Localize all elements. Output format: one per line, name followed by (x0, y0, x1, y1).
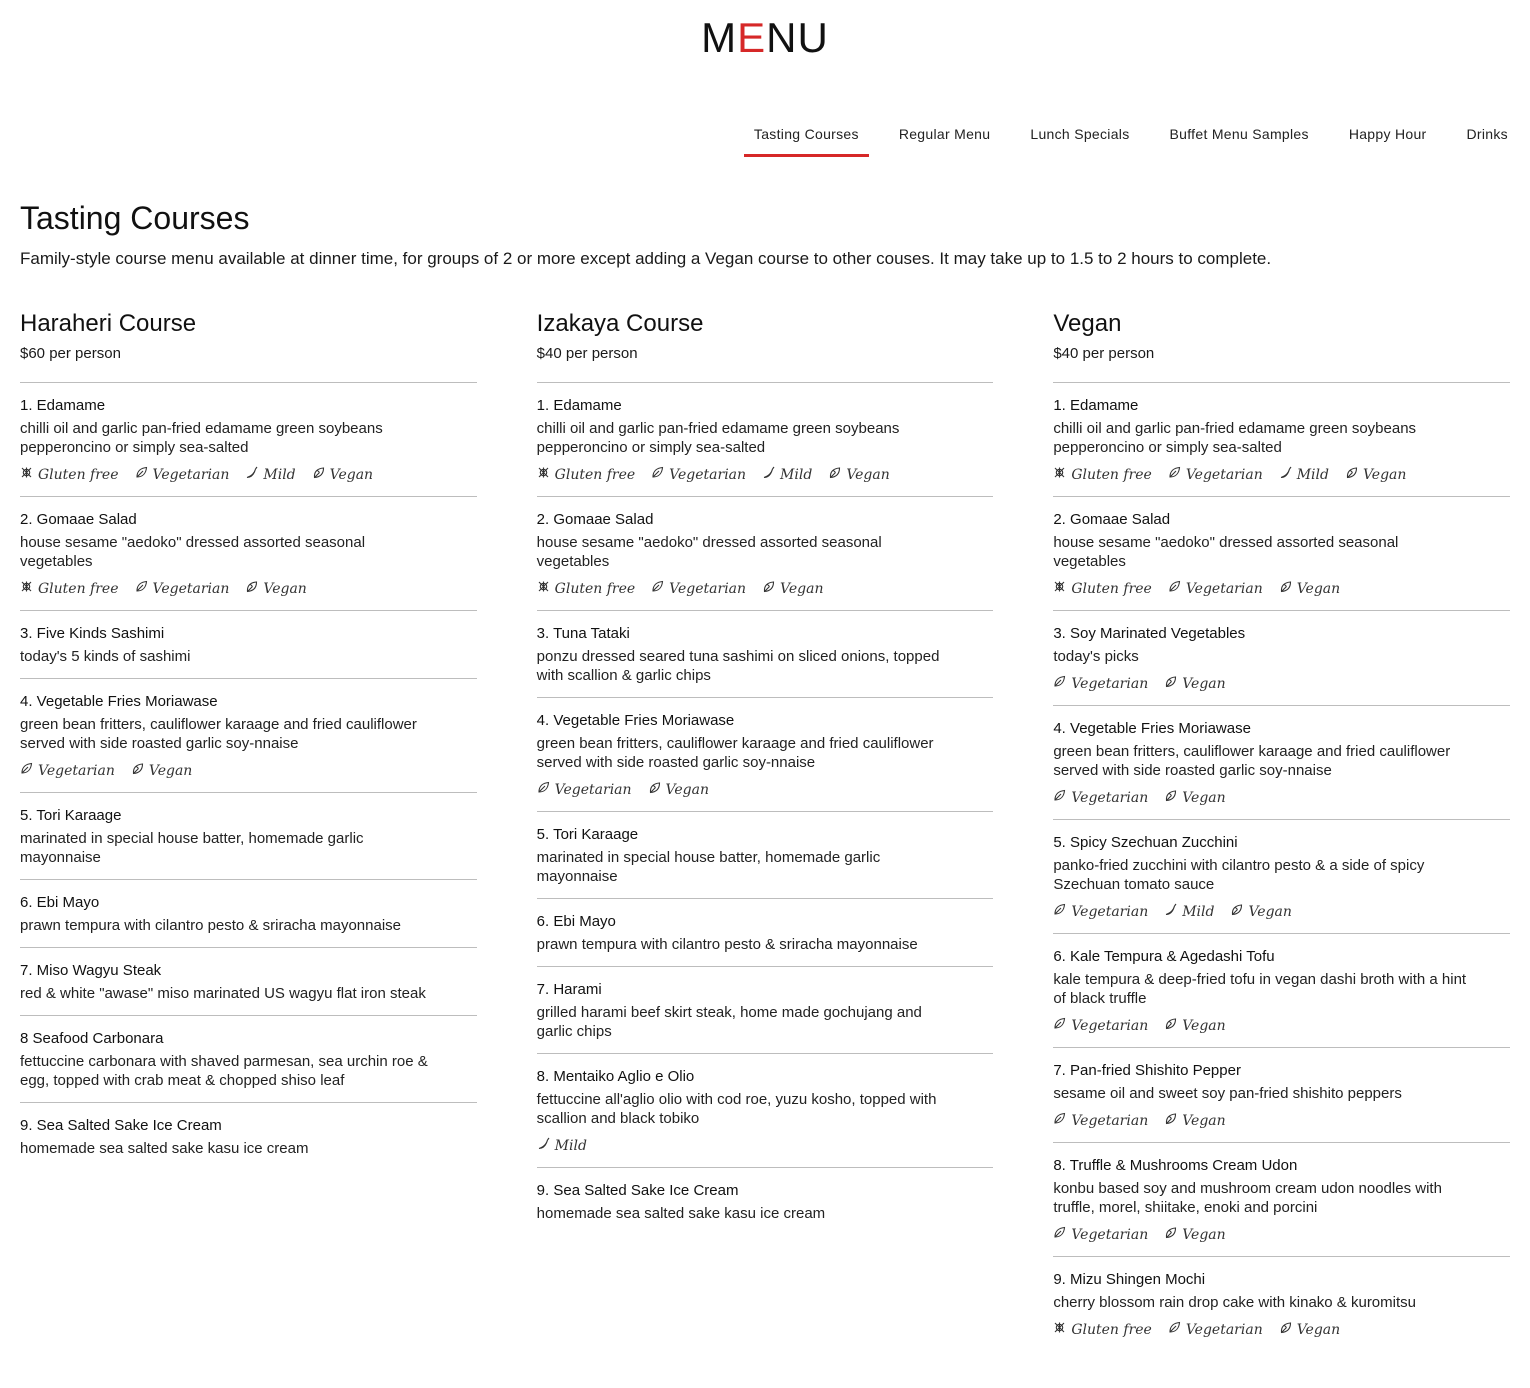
course-columns (20, 310, 1510, 1351)
diet-tag-mild (762, 466, 812, 484)
mild-icon (762, 466, 775, 484)
diet-tag-vegetarian (1053, 789, 1148, 807)
diet-tags (20, 762, 477, 780)
diet-tag-label: Gluten free (554, 581, 636, 597)
menu-item-description: green bean fritters, cauliflower karaage and fried cauliflower served with side roasted garlic soy-nnaise (1053, 743, 1451, 779)
menu-item-name: 2. Gomaae Salad (20, 511, 137, 528)
menu-item (537, 497, 994, 611)
diet-tag-label: Vegetarian (554, 782, 632, 798)
diet-tag-vegetarian (1168, 580, 1263, 598)
menu-item-name: 1. Edamame (20, 397, 106, 414)
vegetarian-icon (1168, 580, 1181, 598)
vegan-icon (1230, 903, 1243, 921)
menu-item-name: 9. Mizu Shingen Mochi (1053, 1271, 1206, 1288)
vegan-icon (1164, 1112, 1177, 1130)
diet-tag-label: Vegetarian (1071, 1113, 1149, 1129)
menu-item-description: house sesame "aedoko" dressed assorted seasonal vegetables (536, 534, 882, 570)
menu-item (537, 812, 994, 899)
mild-icon (537, 1137, 550, 1155)
menu-item-description: homemade sea salted sake kasu ice cream (536, 1205, 826, 1222)
diet-tag-vegetarian (651, 580, 746, 598)
tab-happy-hour[interactable]: Happy Hour (1348, 126, 1427, 142)
diet-tags (1053, 1321, 1510, 1339)
diet-tags (20, 466, 477, 484)
gluten-free-icon (1053, 1321, 1066, 1339)
diet-tags (1053, 675, 1510, 693)
menu-item-name: 8 Seafood Carbonara (20, 1030, 164, 1047)
diet-tag-label: Vegetarian (669, 467, 747, 483)
diet-tags (537, 1137, 994, 1155)
diet-tag-gluten-free (20, 466, 119, 484)
diet-tags (537, 580, 994, 598)
diet-tag-label: Mild (554, 1138, 587, 1154)
diet-tag-vegetarian (1053, 1017, 1148, 1035)
menu-item-description: fettuccine all'aglio olio with cod roe, yuzu kosho, topped with scallion and black tobiko (536, 1091, 937, 1127)
mild-icon (1164, 903, 1177, 921)
vegan-icon (762, 580, 775, 598)
diet-tag-vegetarian (1053, 903, 1148, 921)
diet-tag-vegetarian (135, 580, 230, 598)
page-title: Tasting Courses (20, 200, 250, 236)
menu-item-name: 2. Gomaae Salad (1053, 511, 1171, 528)
diet-tag-label: Vegan (780, 581, 824, 597)
diet-tag-vegetarian (651, 466, 746, 484)
mild-icon (245, 466, 258, 484)
menu-item-name: 6. Kale Tempura & Agedashi Tofu (1053, 948, 1275, 965)
course-name: Haraheri Course (20, 310, 197, 337)
diet-tags (537, 466, 994, 484)
diet-tags (1053, 580, 1510, 598)
diet-tag-gluten-free (1053, 1321, 1152, 1339)
menu-item-name: 5. Tori Karaage (536, 826, 639, 843)
gluten-free-icon (537, 466, 550, 484)
menu-item-description: cherry blossom rain drop cake with kinako & kuromitsu (1053, 1294, 1416, 1311)
menu-item (1053, 611, 1510, 706)
diet-tags (1053, 1226, 1510, 1244)
diet-tag-vegetarian (1168, 466, 1263, 484)
vegetarian-icon (1053, 789, 1066, 807)
diet-tag-label: Vegetarian (1071, 1018, 1149, 1034)
menu-item-name: 7. Pan-fried Shishito Pepper (1053, 1062, 1241, 1079)
diet-tag-vegetarian (1168, 1321, 1263, 1339)
vegan-icon (1164, 789, 1177, 807)
diet-tag-vegan (1230, 903, 1291, 921)
diet-tags (1053, 1017, 1510, 1035)
diet-tags (1053, 1112, 1510, 1130)
menu-item-description: green bean fritters, cauliflower karaage and fried cauliflower served with side roasted garlic soy-nnaise (20, 716, 417, 752)
logo-letter: NU (766, 14, 829, 61)
diet-tag-label: Vegetarian (1185, 1322, 1263, 1338)
gluten-free-icon (20, 580, 33, 598)
diet-tag-mild (1164, 903, 1214, 921)
menu-item-name: 5. Tori Karaage (20, 807, 122, 824)
diet-tag-gluten-free (537, 580, 636, 598)
diet-tag-vegan (1345, 466, 1406, 484)
diet-tag-label: Vegetarian (152, 581, 230, 597)
vegan-icon (1164, 675, 1177, 693)
menu-item (1053, 383, 1510, 497)
course-column (537, 310, 994, 1351)
diet-tag-label: Mild (263, 467, 296, 483)
menu-item-name: 7. Miso Wagyu Steak (20, 962, 162, 979)
diet-tag-label: Vegetarian (1071, 904, 1149, 920)
vegan-icon (1164, 1226, 1177, 1244)
diet-tag-label: Gluten free (1071, 1322, 1152, 1338)
menu-item-description: chilli oil and garlic pan-fried edamame green soybeans pepperoncino or simply sea-salted (1053, 420, 1417, 456)
vegetarian-icon (651, 580, 664, 598)
menu-item-name: 6. Ebi Mayo (536, 913, 616, 930)
course-name: Izakaya Course (536, 310, 704, 337)
vegetarian-icon (651, 466, 664, 484)
vegan-icon (312, 466, 325, 484)
menu-item-description: konbu based soy and mushroom cream udon noodles with truffle, morel, shiitake, enoki and porcini (1053, 1180, 1442, 1216)
menu-item-name: 1. Edamame (1053, 397, 1139, 414)
menu-item (20, 1016, 477, 1103)
menu-item-description: marinated in special house batter, homemade garlic mayonnaise (536, 849, 881, 885)
diet-tag-label: Vegan (665, 782, 709, 798)
menu-item-description: marinated in special house batter, homemade garlic mayonnaise (20, 830, 364, 866)
menu-item-name: 4. Vegetable Fries Moriawase (20, 693, 218, 710)
diet-tag-gluten-free (1053, 580, 1152, 598)
diet-tag-gluten-free (20, 580, 119, 598)
diet-tag-mild (1279, 466, 1329, 484)
menu-item (20, 497, 477, 611)
diet-tag-vegan (1164, 1017, 1225, 1035)
diet-tag-label: Vegan (148, 763, 193, 779)
menu-item-name: 4. Vegetable Fries Moriawase (1053, 720, 1251, 737)
gluten-free-icon (537, 580, 550, 598)
diet-tag-label: Gluten free (38, 581, 119, 597)
tab-regular-menu[interactable]: Regular Menu (898, 126, 991, 142)
vegetarian-icon (1053, 1226, 1066, 1244)
menu-item (1053, 820, 1510, 934)
diet-tag-label: Vegan (1182, 1113, 1226, 1129)
diet-tag-vegan (1279, 580, 1340, 598)
diet-tag-vegan (245, 580, 306, 598)
vegetarian-icon (135, 466, 148, 484)
tab-drinks[interactable]: Drinks (1466, 126, 1508, 142)
course-column (1053, 310, 1510, 1351)
diet-tag-label: Vegetarian (1185, 467, 1263, 483)
vegetarian-icon (1053, 1112, 1066, 1130)
menu-item (20, 611, 477, 679)
menu-item (20, 948, 477, 1016)
menu-item (537, 967, 994, 1054)
diet-tag-vegetarian (537, 781, 632, 799)
menu-item (20, 793, 477, 880)
menu-item-description: panko-fried zucchini with cilantro pesto & a side of spicy Szechuan tomato sauce (1053, 857, 1425, 893)
menu-item (1053, 1048, 1510, 1143)
vegetarian-icon (1053, 903, 1066, 921)
diet-tag-label: Vegan (1182, 676, 1226, 692)
diet-tag-label: Vegan (1248, 904, 1292, 920)
course-name: Vegan (1053, 310, 1122, 337)
diet-tag-vegetarian (1053, 1226, 1148, 1244)
diet-tag-vegan (1279, 1321, 1340, 1339)
mild-icon (1279, 466, 1292, 484)
vegan-icon (245, 580, 258, 598)
vegan-icon (828, 466, 841, 484)
menu-item (1053, 1257, 1510, 1351)
menu-item-name: 3. Tuna Tataki (536, 625, 630, 642)
menu-item-description: today's picks (1053, 648, 1139, 665)
menu-item (1053, 497, 1510, 611)
logo-letter: M (701, 14, 738, 61)
diet-tag-vegan (1164, 789, 1225, 807)
vegan-icon (1345, 466, 1358, 484)
menu-item-description: today's 5 kinds of sashimi (20, 648, 191, 665)
gluten-free-icon (1053, 466, 1066, 484)
diet-tag-mild (245, 466, 295, 484)
menu-item (20, 679, 477, 793)
menu-item-name: 8. Truffle & Mushrooms Cream Udon (1053, 1157, 1298, 1174)
vegetarian-icon (1053, 1017, 1066, 1035)
menu-item (1053, 934, 1510, 1048)
diet-tag-vegan (312, 466, 373, 484)
menu-logo (0, 14, 1530, 62)
menu-item (537, 1168, 994, 1235)
diet-tag-vegetarian (20, 762, 115, 780)
menu-item (20, 383, 477, 497)
menu-item-description: chilli oil and garlic pan-fried edamame green soybeans pepperoncino or simply sea-salted (20, 420, 383, 456)
vegetarian-icon (1053, 675, 1066, 693)
tab-buffet-menu-samples[interactable]: Buffet Menu Samples (1169, 126, 1309, 142)
vegan-icon (131, 762, 144, 780)
course-price: $60 per person (20, 344, 477, 383)
diet-tag-label: Vegan (1182, 790, 1226, 806)
menu-item-description: fettuccine carbonara with shaved parmesan, sea urchin roe & egg, topped with crab meat & chopped shiso leaf (20, 1053, 428, 1089)
diet-tag-vegan (1164, 1226, 1225, 1244)
gluten-free-icon (20, 466, 33, 484)
menu-item-name: 4. Vegetable Fries Moriawase (536, 712, 735, 729)
gluten-free-icon (1053, 580, 1066, 598)
vegan-icon (1279, 1321, 1292, 1339)
menu-item (537, 899, 994, 967)
menu-item (20, 880, 477, 948)
diet-tag-vegan (131, 762, 192, 780)
vegan-icon (1279, 580, 1292, 598)
menu-item-name: 2. Gomaae Salad (536, 511, 654, 528)
diet-tag-vegan (1164, 1112, 1225, 1130)
diet-tag-label: Vegetarian (38, 763, 115, 779)
tab-lunch-specials[interactable]: Lunch Specials (1030, 126, 1130, 142)
diet-tag-gluten-free (1053, 466, 1152, 484)
diet-tag-label: Vegetarian (152, 467, 230, 483)
diet-tag-label: Gluten free (1071, 581, 1152, 597)
diet-tag-label: Vegan (1182, 1018, 1226, 1034)
vegan-icon (648, 781, 661, 799)
diet-tag-label: Vegetarian (1071, 790, 1149, 806)
diet-tag-label: Mild (1182, 904, 1215, 920)
menu-item-description: green bean fritters, cauliflower karaage and fried cauliflower served with side roasted garlic soy-nnaise (536, 735, 934, 771)
diet-tag-label: Vegetarian (1185, 581, 1263, 597)
diet-tag-label: Gluten free (554, 467, 636, 483)
menu-item-description: kale tempura & deep-fried tofu in vegan dashi broth with a hint of black truffle (1053, 971, 1467, 1007)
diet-tag-vegan (828, 466, 889, 484)
diet-tag-gluten-free (537, 466, 636, 484)
diet-tags (1053, 903, 1510, 921)
vegetarian-icon (20, 762, 33, 780)
diet-tag-label: Vegan (1296, 1322, 1341, 1338)
diet-tag-vegetarian (1053, 675, 1148, 693)
diet-tag-mild (537, 1137, 587, 1155)
menu-item-description: sesame oil and sweet soy pan-fried shishito peppers (1053, 1085, 1402, 1102)
diet-tag-label: Mild (780, 467, 813, 483)
menu-item-name: 7. Harami (536, 981, 602, 998)
diet-tag-label: Gluten free (38, 467, 119, 483)
diet-tags (1053, 789, 1510, 807)
menu-item (1053, 706, 1510, 820)
menu-item-name: 1. Edamame (536, 397, 622, 414)
diet-tags (20, 580, 477, 598)
diet-tag-vegan (1164, 675, 1225, 693)
diet-tag-label: Vegetarian (1071, 1227, 1149, 1243)
diet-tag-vegan (762, 580, 823, 598)
page-intro: Family-style course menu available at dinner time, for groups of 2 or more except adding a Vegan course to other couses. It may take up to 1.5 to 2 hours to complete. (20, 249, 1272, 268)
menu-item-description: grilled harami beef skirt steak, home made gochujang and garlic chips (536, 1004, 922, 1040)
menu-item-description: prawn tempura with cilantro pesto & sriracha mayonnaise (20, 917, 402, 934)
vegetarian-icon (1168, 466, 1181, 484)
diet-tag-label: Gluten free (1071, 467, 1152, 483)
menu-item-description: ponzu dressed seared tuna sashimi on sliced onions, topped with scallion & garlic chips (536, 648, 940, 684)
menu-item-description: chilli oil and garlic pan-fried edamame green soybeans pepperoncino or simply sea-salted (536, 420, 900, 456)
diet-tags (1053, 466, 1510, 484)
menu-item-description: prawn tempura with cilantro pesto & sriracha mayonnaise (536, 936, 918, 953)
course-column (20, 310, 477, 1351)
diet-tag-label: Vegetarian (669, 581, 747, 597)
diet-tags (537, 781, 994, 799)
menu-item-name: 9. Sea Salted Sake Ice Cream (536, 1182, 739, 1199)
menu-item (1053, 1143, 1510, 1257)
diet-tag-vegetarian (1053, 1112, 1148, 1130)
vegetarian-icon (1168, 1321, 1181, 1339)
menu-item-name: 3. Five Kinds Sashimi (20, 625, 165, 642)
menu-item-name: 5. Spicy Szechuan Zucchini (1053, 834, 1238, 851)
diet-tag-label: Mild (1296, 467, 1329, 483)
logo-accent-letter: E (737, 14, 767, 61)
menu-item (537, 698, 994, 812)
menu-item-description: red & white "awase" miso marinated US wagyu flat iron steak (20, 985, 426, 1002)
diet-tag-label: Vegan (1182, 1227, 1226, 1243)
vegetarian-icon (537, 781, 550, 799)
diet-tag-vegetarian (135, 466, 230, 484)
menu-item-name: 6. Ebi Mayo (20, 894, 100, 911)
diet-tag-label: Vegetarian (1071, 676, 1149, 692)
menu-item-description: house sesame "aedoko" dressed assorted seasonal vegetables (1053, 534, 1399, 570)
diet-tag-vegan (648, 781, 709, 799)
tab-tasting-courses[interactable]: Tasting Courses (744, 122, 869, 157)
course-price: $40 per person (537, 344, 994, 383)
menu-item-name: 9. Sea Salted Sake Ice Cream (20, 1117, 222, 1134)
menu-item-name: 8. Mentaiko Aglio e Olio (536, 1068, 695, 1085)
diet-tag-label: Vegan (263, 581, 307, 597)
diet-tag-label: Vegan (846, 467, 890, 483)
menu-item-description: homemade sea salted sake kasu ice cream (20, 1140, 309, 1157)
diet-tag-label: Vegan (1362, 467, 1407, 483)
course-price: $40 per person (1053, 344, 1510, 383)
menu-item (537, 611, 994, 698)
menu-item (537, 1054, 994, 1168)
diet-tag-label: Vegan (1296, 581, 1341, 597)
diet-tag-label: Vegan (329, 467, 374, 483)
vegan-icon (1164, 1017, 1177, 1035)
menu-item-description: house sesame "aedoko" dressed assorted seasonal vegetables (20, 534, 366, 570)
menu-tabs (724, 122, 1518, 157)
menu-item-name: 3. Soy Marinated Vegetables (1053, 625, 1246, 642)
vegetarian-icon (135, 580, 148, 598)
menu-item (20, 1103, 477, 1170)
menu-item (537, 383, 994, 497)
